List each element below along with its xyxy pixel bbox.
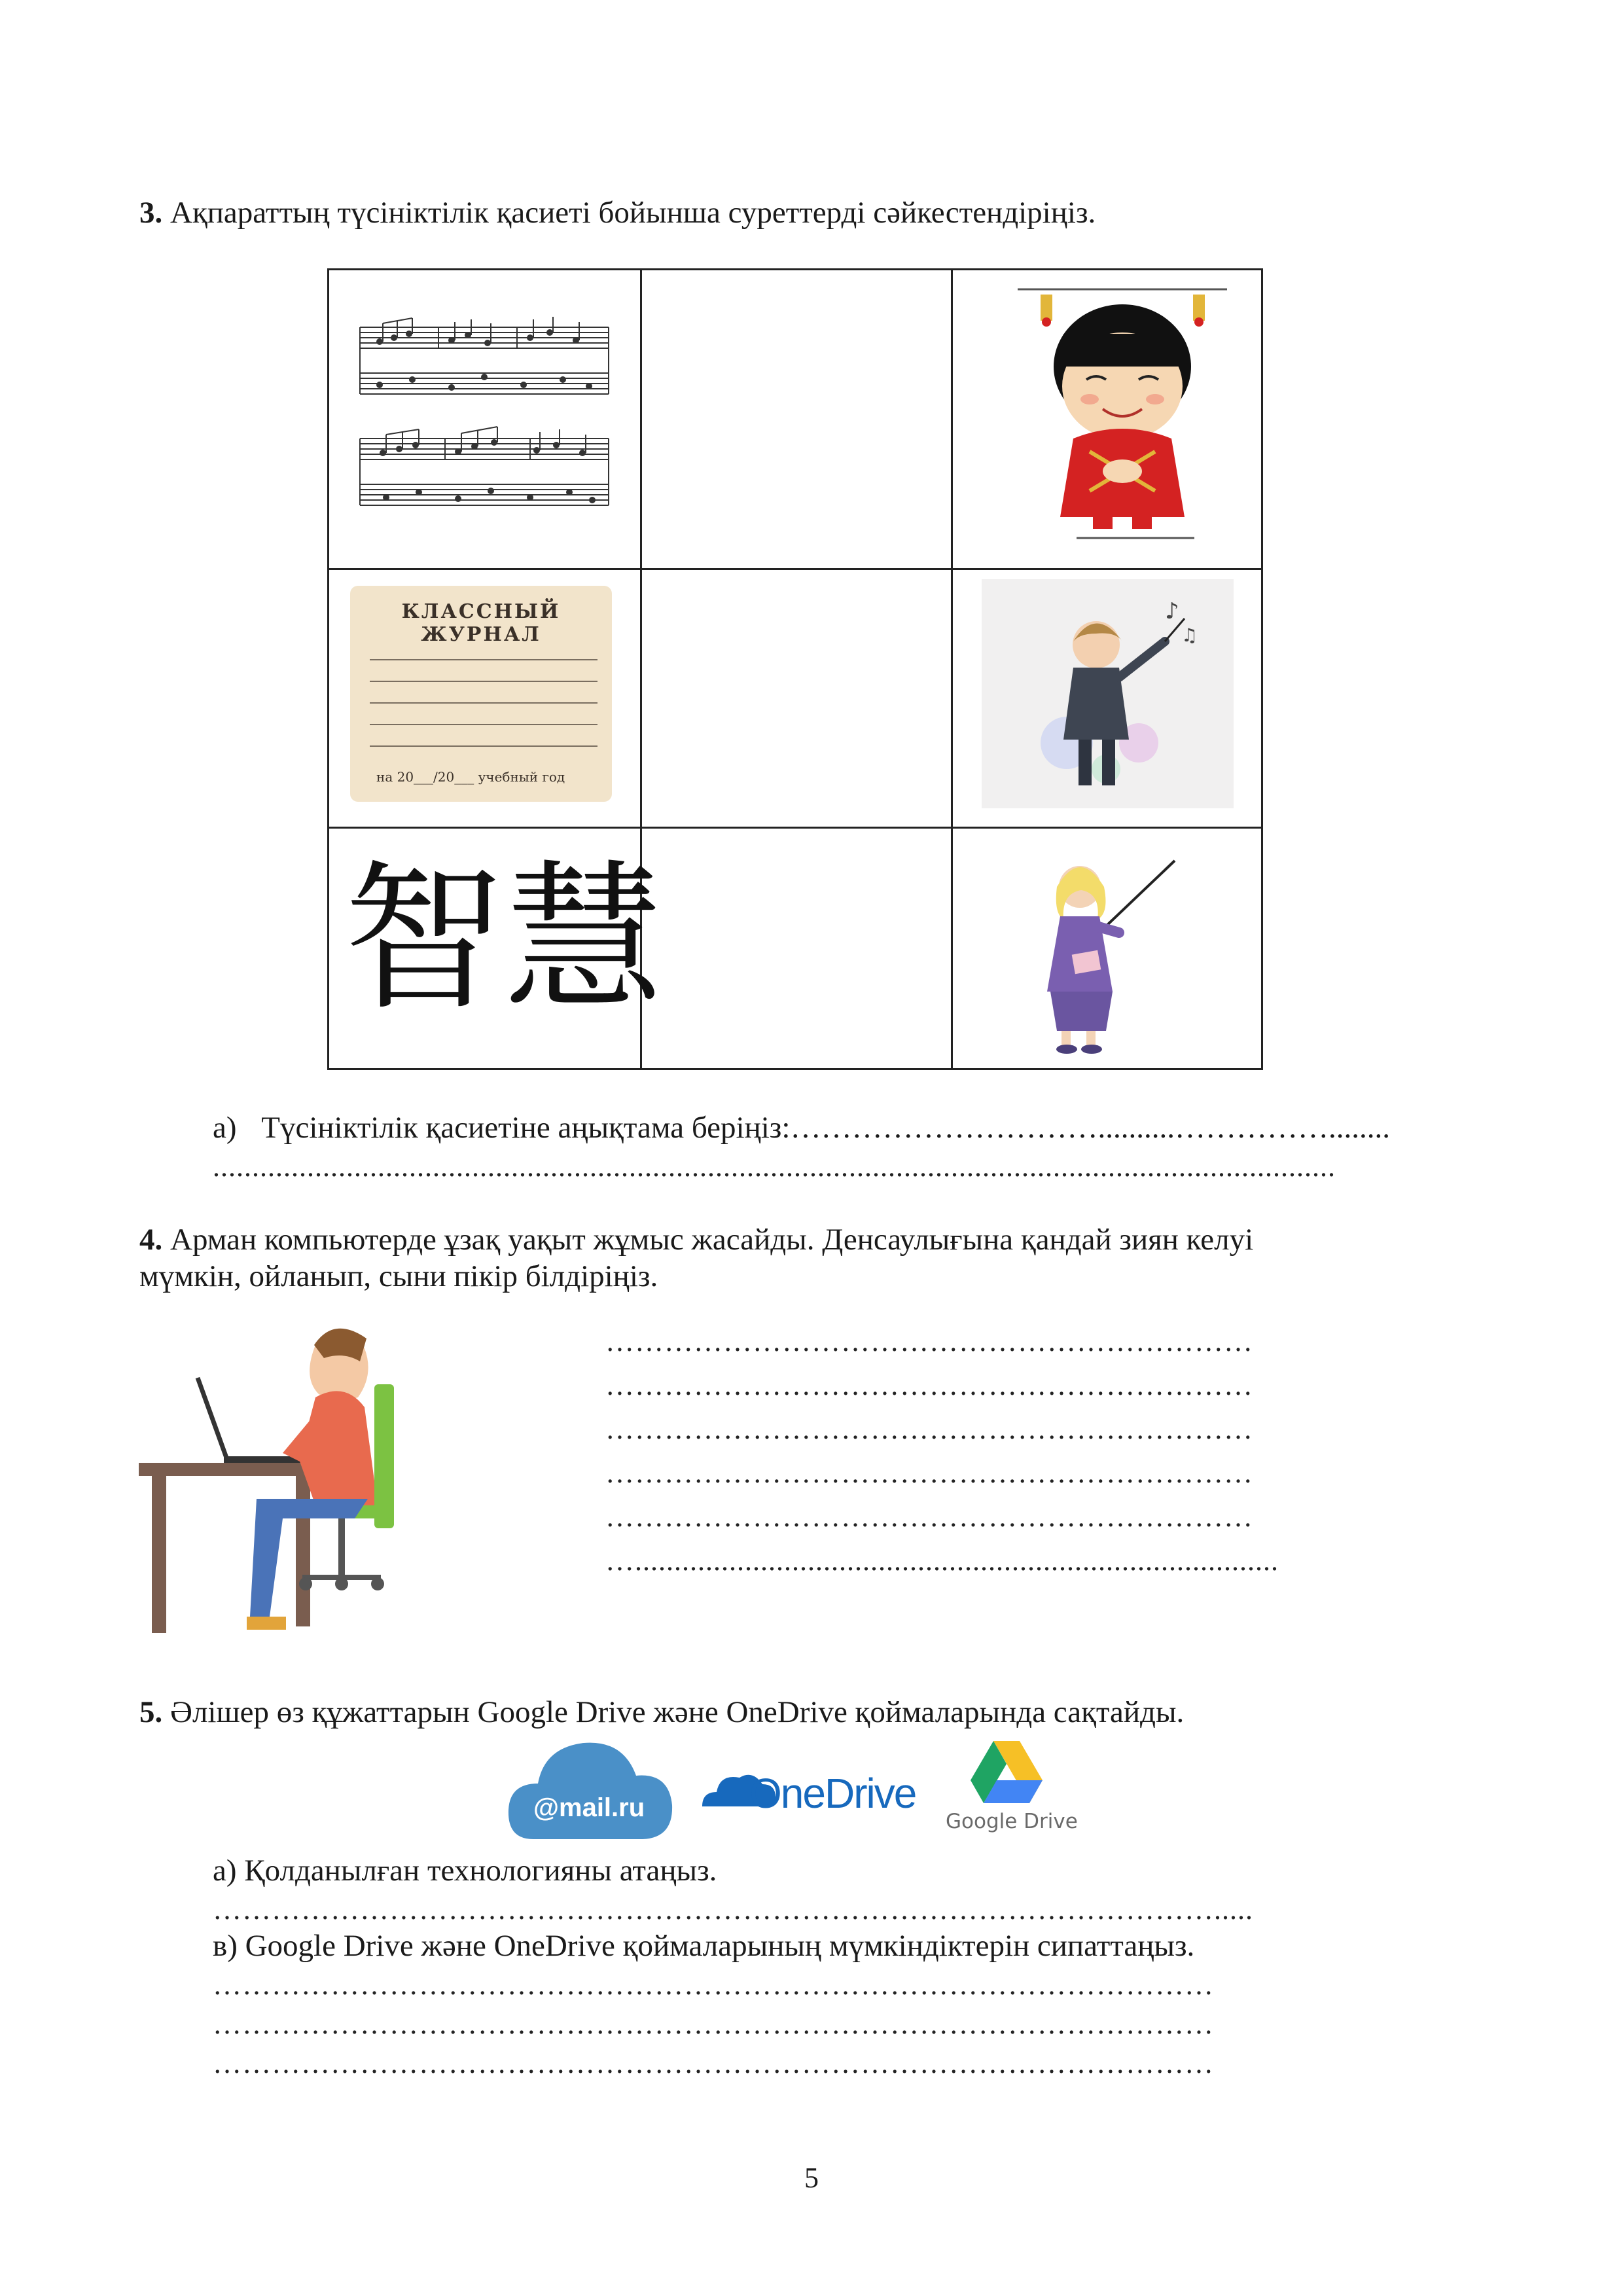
svg-text:♪: ♪	[1165, 598, 1179, 624]
google-drive-icon	[967, 1738, 1046, 1806]
table-divider	[329, 568, 1261, 570]
onedrive-logo	[697, 1761, 916, 1826]
q5-text: Әлішер өз құжаттарын Google Drive және OneDrive қоймаларында сақтайды.	[170, 1695, 1185, 1729]
q5-sub-a-answer-line: ………………………………………………………………………………………….....	[213, 1893, 1253, 1926]
journal-line	[370, 681, 597, 682]
table-divider	[329, 827, 1261, 829]
q5-sub-b-answer-line: …………………………………………………………………………………………	[213, 2008, 1214, 2040]
q5-sub-a: а) Қолданылған технологияны атаңыз.	[213, 1854, 717, 1888]
journal-line	[370, 702, 597, 704]
onedrive-logo-text: OneDrive	[749, 1770, 916, 1817]
q5-heading	[139, 1694, 1184, 1731]
q4-answer-line: …………………………………………………………	[605, 1413, 1253, 1445]
mailru-cloud-logo	[507, 1734, 674, 1849]
journal-line	[370, 724, 597, 725]
page-number: 5	[804, 2162, 819, 2194]
google-drive-logo-text: Google Drive	[946, 1810, 1078, 1833]
class-journal-image	[350, 586, 612, 802]
q5-sub-b: в) Google Drive және OneDrive қоймаларының мүмкіндіктерін сипаттаңыз.	[213, 1929, 1195, 1963]
journal-title: КЛАССНЫЙ ЖУРНАЛ	[401, 600, 561, 646]
q4-text-line-1: Арман компьютерде ұзақ уақыт жұмыс жасайды. Денсаулығына қандай зиян келуі	[170, 1223, 1254, 1257]
q3-sub-a-text: Түсініктілік қасиетіне аңықтама беріңіз:	[261, 1111, 791, 1145]
q3-text: Ақпараттың түсініктілік қасиеті бойынша суреттерді сәйкестендіріңіз.	[170, 196, 1096, 230]
man-at-computer-image	[139, 1309, 479, 1649]
journal-line	[370, 745, 597, 747]
chinese-characters: 智慧	[344, 846, 664, 1032]
sheet-music-image	[353, 314, 615, 530]
conductor-image	[982, 579, 1234, 808]
chinese-girl-image	[1011, 281, 1234, 543]
journal-footer: на 20___/20___ учебный год	[376, 769, 565, 785]
teacher-image	[1021, 854, 1191, 1054]
q4-answer-line: …………………………………………………………	[605, 1501, 1253, 1533]
q3-number: 3.	[139, 196, 163, 230]
q3-heading	[139, 194, 1096, 231]
q4-answer-line: …………………………………………………………	[605, 1457, 1253, 1489]
svg-text:♫: ♫	[1181, 624, 1198, 646]
q3-sub-a-label: а)	[213, 1111, 237, 1145]
q3-sub-a-answer-line: …………………………..........……………........	[790, 1111, 1390, 1145]
q4-answer-line: …..................................................................................	[605, 1545, 1279, 1577]
q5-sub-b-answer-line: …………………………………………………………………………………………	[213, 2047, 1214, 2079]
q5-number: 5.	[139, 1695, 163, 1729]
q4-answer-line: …………………………………………………………	[605, 1325, 1253, 1357]
conductor-image-frame	[982, 579, 1234, 808]
q4-line-1	[139, 1221, 1253, 1258]
mailru-logo-text: @mail.ru	[533, 1793, 645, 1822]
q4-number: 4.	[139, 1223, 163, 1257]
journal-line	[370, 659, 597, 660]
table-divider	[951, 270, 953, 1068]
q4-answer-line: …………………………………………………………	[605, 1369, 1253, 1401]
q3-sub-a	[213, 1109, 1390, 1146]
q5-sub-b-answer-line: …………………………………………………………………………………………	[213, 1969, 1214, 2001]
q4-text-line-2: мүмкін, ойланып, сыни пікір білдіріңіз.	[139, 1259, 658, 1293]
q3-sub-a-answer-line-2: ...............................................................................................................................................	[213, 1151, 1336, 1183]
